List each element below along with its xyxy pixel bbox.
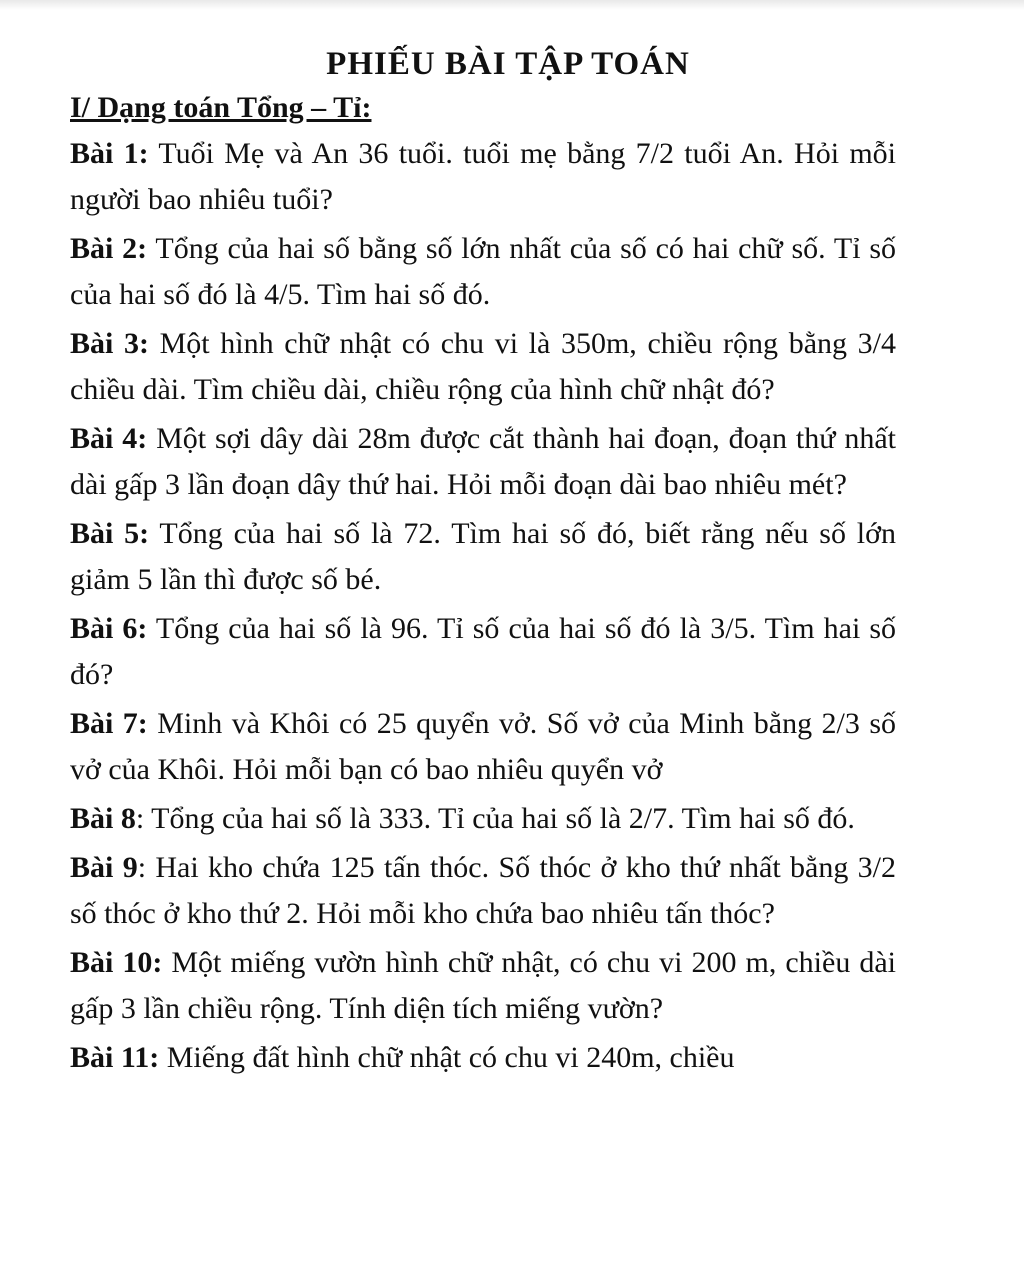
exercise-list [70,131,896,1081]
exercise-2 [70,226,896,318]
exercise-text: Một hình chữ nhật có chu vi là 350m, chiều rộng bằng 3/4 chiều dài. Tìm chiều dài, chiều rộng của hình chữ nhật đó? [70,327,896,406]
exercise-text: Một miếng vườn hình chữ nhật, có chu vi 200 m, chiều dài gấp 3 lần chiều rộng. Tính diện tích miếng vườn? [70,946,896,1025]
exercise-4 [70,416,896,508]
exercise-label: Bài 3: [70,327,149,360]
exercise-9 [70,845,896,937]
exercise-text: Tổng của hai số bằng số lớn nhất của số có hai chữ số. Tỉ số của hai số đó là 4/5. Tìm hai số đó. [70,232,896,311]
exercise-label: Bài 2: [70,232,148,265]
exercise-label: Bài 7: [70,707,148,740]
exercise-label: Bài 1: [70,137,149,170]
exercise-label: Bài 5: [70,517,150,550]
exercise-text: : Hai kho chứa 125 tấn thóc. Số thóc ở kho thứ nhất bằng 3/2 số thóc ở kho thứ 2. Hỏi mỗi kho chứa bao nhiêu tấn thóc? [70,851,896,930]
exercise-11 [70,1035,896,1081]
bottom-crop-edge [0,1266,1024,1280]
exercise-label: Bài 10: [70,946,163,979]
exercise-10 [70,940,896,1032]
exercise-3 [70,321,896,413]
exercise-8 [70,796,896,842]
section-heading: I/ Dạng toán Tổng – Tỉ: [70,91,372,124]
exercise-text: Tổng của hai số là 96. Tỉ số của hai số đó là 3/5. Tìm hai số đó? [70,612,897,691]
exercise-label: Bài 9 [70,851,138,884]
top-edge-shadow [0,0,1024,10]
exercise-1 [70,131,896,223]
exercise-text: Minh và Khôi có 25 quyển vở. Số vở của Minh bằng 2/3 số vở của Khôi. Hỏi mỗi bạn có bao nhiêu quyển vở [70,707,896,786]
exercise-label: Bài 11: [70,1041,160,1074]
worksheet-title: PHIẾU BÀI TẬP TOÁN [326,46,690,82]
exercise-label: Bài 6: [70,612,148,645]
exercise-7 [70,701,896,793]
exercise-label: Bài 4: [70,422,148,455]
exercise-text: Miếng đất hình chữ nhật có chu vi 240m, chiều [159,1041,735,1074]
exercise-6 [70,606,896,698]
exercise-label: Bài 8 [70,802,136,835]
exercise-text: Tổng của hai số là 72. Tìm hai số đó, biết rằng nếu số lớn giảm 5 lần thì được số bé. [70,517,896,596]
exercise-text: Tuổi Mẹ và An 36 tuổi. tuổi mẹ bằng 7/2 tuổi An. Hỏi mỗi người bao nhiêu tuổi? [70,137,896,216]
exercise-5 [70,511,896,603]
exercise-text: Một sợi dây dài 28m được cắt thành hai đoạn, đoạn thứ nhất dài gấp 3 lần đoạn dây thứ hai. Hỏi mỗi đoạn dài bao nhiêu mét? [70,422,896,501]
exercise-text: : Tổng của hai số là 333. Tỉ của hai số là 2/7. Tìm hai số đó. [135,802,855,835]
